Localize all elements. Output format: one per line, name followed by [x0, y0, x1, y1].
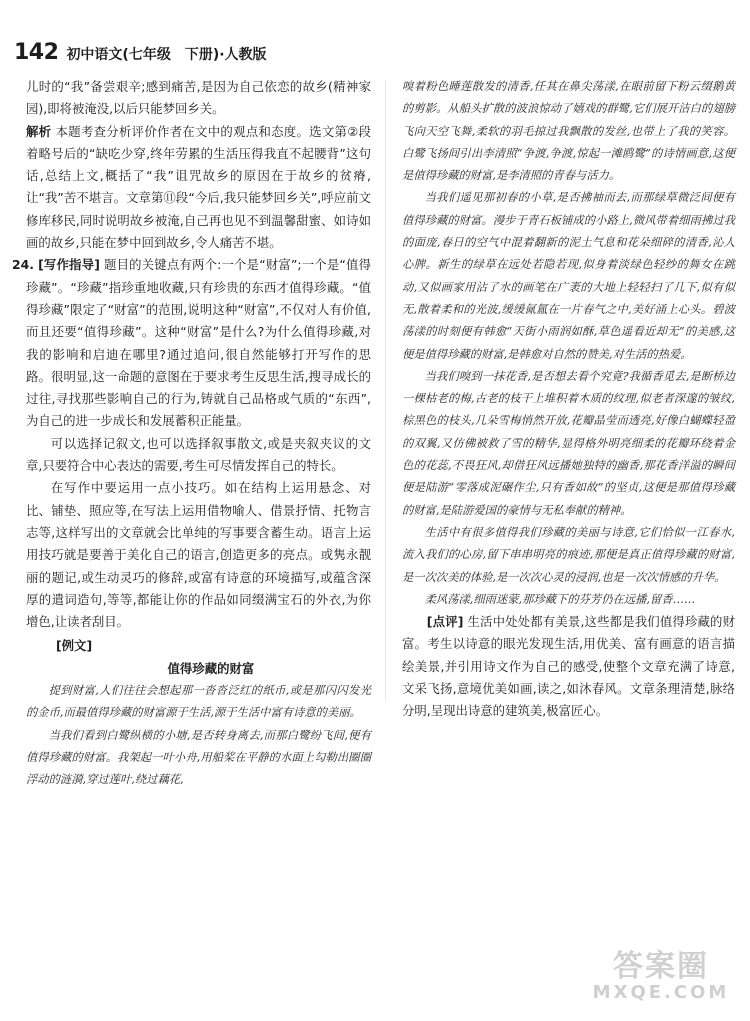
essay-paragraph-3: 当我们遥见那初春的小草,是否拂袖而去,而那绿草微泛间便有值得珍藏的财富。漫步于青石板铺成的小路上,微风带着细雨拂过我的面庞,春日的空气中混着翻新的泥土气息和花朵细碎的清香,沁人心脾。新生的绿草在远处若隐若现,似身着淡绿色轻纱的舞女在跳动,又似画家用沾了水的画笔在广袤的大地上轻轻扫了几下,似有似无,散着柔和的光波,缓缓氤氲在一片春气之中,美好涌上心头。碧波荡漾的时刻便有韩愈“天街小雨润如酥,草色遥看近却无”的美感,这便是值得珍藏的财富,是韩愈对自然的赞美,对生活的热爱。	[402, 191, 735, 361]
guide-paragraph-3: 在写作中要运用一点小技巧。如在结构上运用悬念、对比、铺垫、照应等,在写法上运用借物喻人、借景抒情、托物言志等,这样写出的文章就会比单纯的写事要含蓄生动。语言上运用技巧就是要善于美化自己的语言,创造更多的亮点。或隽永靓丽的题记,或生动灵巧的修辞,或富有诗意的环境描写,或蕴含深厚的遣词造句,等等,都能让你的作品如同缀满宝石的外衣,为你增色,让读者刮目。	[26, 480, 371, 630]
continued-answer: 儿时的“我”备尝艰辛;感到痛苦,是因为自己依恋的故乡(精神家园),即将被淹没,以后只能梦回乡关。	[26, 79, 371, 117]
essay-paragraph-2: 当我们看到白鹭纵横的小塘,是否转身离去,而那白鹭纷飞间,便有值得珍藏的财富。我架起一叶小舟,用船桨在平静的水面上勾勒出圈圈浮动的涟漪,穿过莲叶,绕过藕花,	[26, 728, 371, 787]
column-divider	[385, 80, 386, 700]
example-heading-row	[26, 635, 371, 657]
watermark-url: MXQE.COM	[592, 982, 730, 1003]
essay-paragraph-1: 提到财富,人们往往会想起那一沓沓泛红的纸币,或是那闪闪发光的金币,而最值得珍藏的财富源于生活,源于生活中富有诗意的美丽。	[26, 684, 371, 720]
essay-paragraph-4: 当我们嗅到一抹花香,是否想去看个究竟?我循香觅去,是断桥边一棵枯老的梅,古老的枝干上堆积着木质的纹理,似老者深邃的皱纹,棕黑色的枝头,几朵雪梅悄然开放,花瓣晶莹而透亮,好像白蝴蝶轻盈的双翼,又仿佛被救了雪的精华,显得格外明亮细柔的花瓣环绕着金色的花蕊,不畏狂风,却借狂风远播她独特的幽香,那花香洋溢的瞬间便是陆游“零落成泥碾作尘,只有香如故”的坚贞,这便是那值得珍藏的财富,是陆游爱国的豪情与无私奉献的精神。	[402, 369, 735, 517]
book-title: 初中语文(七年级 下册)·人教版	[66, 47, 267, 63]
comment-text: 生活中处处都有美景,这些都是我们值得珍藏的财富。考生以诗意的眼光发现生活,用优美、富有画意的语言描绘美景,并引用诗文作为自己的感受,使整个文章充满了诗意,文采飞扬,意境优美如画,读之,如沐春风。文章条理清楚,脉络分明,呈现出诗意的建筑美,极富匠心。	[402, 614, 735, 719]
guide-paragraph-2: 可以选择记叙文,也可以选择叙事散文,或是夹叙夹议的文章,只要符合中心表达的需要,考生可尽情发挥自己的特长。	[26, 435, 371, 474]
comment-paragraph	[402, 611, 735, 722]
analysis-label: 解析	[26, 123, 52, 139]
left-column	[12, 76, 371, 792]
comment-label: [点评]	[426, 614, 464, 630]
example-label: [例文]	[56, 638, 93, 654]
question-24-paragraph	[12, 254, 371, 432]
essay-paragraph-6: 柔风荡漾,细雨迷蒙,那珍藏下的芬芳仍在远播,留香……	[424, 592, 696, 606]
essay-title: 值得珍藏的财富	[167, 660, 255, 676]
question-number: 24.	[12, 257, 34, 273]
site-watermark	[586, 951, 736, 1007]
right-column	[402, 76, 735, 723]
essay-paragraph-2-continued: 嗅着粉色睡莲散发的清香,任其在鼻尖荡漾,在眼前留下粉云缀鹅黄的剪影。从船头扩散的波浪惊动了嬉戏的群鹭,它们展开洁白的翅膀飞向天空飞舞,柔软的羽毛掠过我飘散的发丝,也带上了我的笑容。白鹭飞扬间引出李清照“争渡,争渡,惊起一滩鸥鹭”的诗情画意,这便是值得珍藏的财富,是李清照的青春与活力。	[402, 80, 735, 183]
watermark-logo-text: 答案圈	[613, 949, 709, 984]
analysis-paragraph	[26, 121, 371, 255]
writing-guide-label: [写作指导]	[38, 257, 100, 273]
writing-guide-text: 题目的关键点有两个:一个是“财富”;一个是“值得珍藏”。“珍藏”指珍重地收藏,只有珍贵的东西才值得珍藏。“值得珍藏”限定了“财富”的范围,说明这种“财富”,不仅对人有价值,而且还要“值得珍藏”。这种“财富”是什么?为什么值得珍藏,对我的影响和启迪在哪里?通过追问,很自然能够打开写作的思路。很明显,这一命题的意图在于要求考生反思生活,搜寻成长的过往,寻找那些影响自己的行为,铸就自己品格或气质的“东西”,为自己的进一步成长和发展蓄积正能量。	[26, 257, 371, 429]
page-header	[14, 40, 734, 66]
page-number: 142	[14, 40, 59, 65]
essay-paragraph-5: 生活中有很多值得我们珍藏的美丽与诗意,它们恰似一江春水,流入我们的心房,留下串串明亮的痕迹,那便是真正值得珍藏的财富,是一次次美的体验,是一次次心灵的浸润,也是一次次情感的升华。	[402, 525, 735, 584]
analysis-text: 本题考查分析评价作者在文中的观点和态度。选文第②段着略号后的“缺吃少穿,终年劳累的生活压得我直不起腰背”这句话,总结上文,概括了“我”诅咒故乡的原因在于故乡的贫瘠,让“我”苦不堪言。文章第⑪段“今后,我只能梦回乡关”,呼应前文修库移民,同时说明故乡被淹,自己再也见不到温馨甜蜜、如诗如画的故乡,只能在梦中回到故乡,令人痛苦不堪。	[26, 123, 371, 251]
